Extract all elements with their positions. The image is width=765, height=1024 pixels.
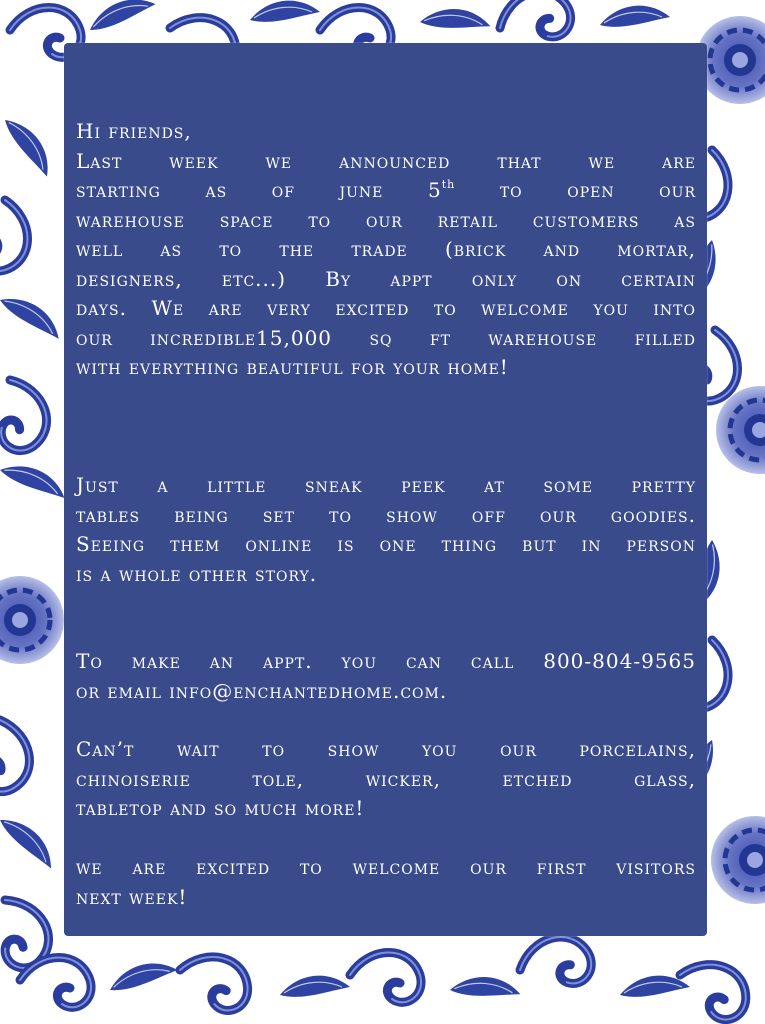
date-line-start: starting as of june 5 <box>76 178 442 202</box>
text-line: is a whole other story. <box>76 561 318 586</box>
intro-paragraph <box>76 117 696 383</box>
products-paragraph <box>76 735 696 824</box>
ordinal-suffix: th <box>441 178 456 191</box>
contact-paragraph <box>76 647 696 706</box>
email-line: or email info@enchantedhome.com. <box>76 678 448 703</box>
text-line: we are excited to welcome our first visitors <box>76 855 696 879</box>
text-line: chinoiserie tole, wicker, etched glass, <box>76 766 696 791</box>
text-line: Last week we announced that we are <box>76 148 696 173</box>
text-line: Seeing them online is one thing but in person <box>76 532 696 556</box>
text-line: days. We are very excited to welcome you into <box>76 296 696 320</box>
text-line: tables being set to show off our goodies. <box>76 502 696 527</box>
phone-line: To make an appt. you can call 800-804-9565 <box>76 649 696 673</box>
text-line: Just a little sneak peek at some pretty <box>76 473 696 497</box>
text-line: designers, etc...) By appt only on certain <box>76 266 696 291</box>
sneak-peek-paragraph <box>76 471 696 589</box>
date-line-end: to open our <box>455 178 696 202</box>
text-line: our incredible15,000 sq ft warehouse filled <box>76 325 696 350</box>
date-line <box>76 176 696 206</box>
text-line: next week! <box>76 884 188 909</box>
closing-paragraph <box>76 853 696 912</box>
text-line: Can’t wait to show you our porcelains, <box>76 737 696 761</box>
text-line: well as to the trade (brick and mortar, <box>76 237 696 261</box>
text-line: warehouse space to our retail customers as <box>76 207 696 232</box>
greeting-line: Hi friends, <box>76 119 192 143</box>
text-line: with everything beautiful for your home! <box>76 355 509 379</box>
text-line: tabletop and so much more! <box>76 796 365 820</box>
